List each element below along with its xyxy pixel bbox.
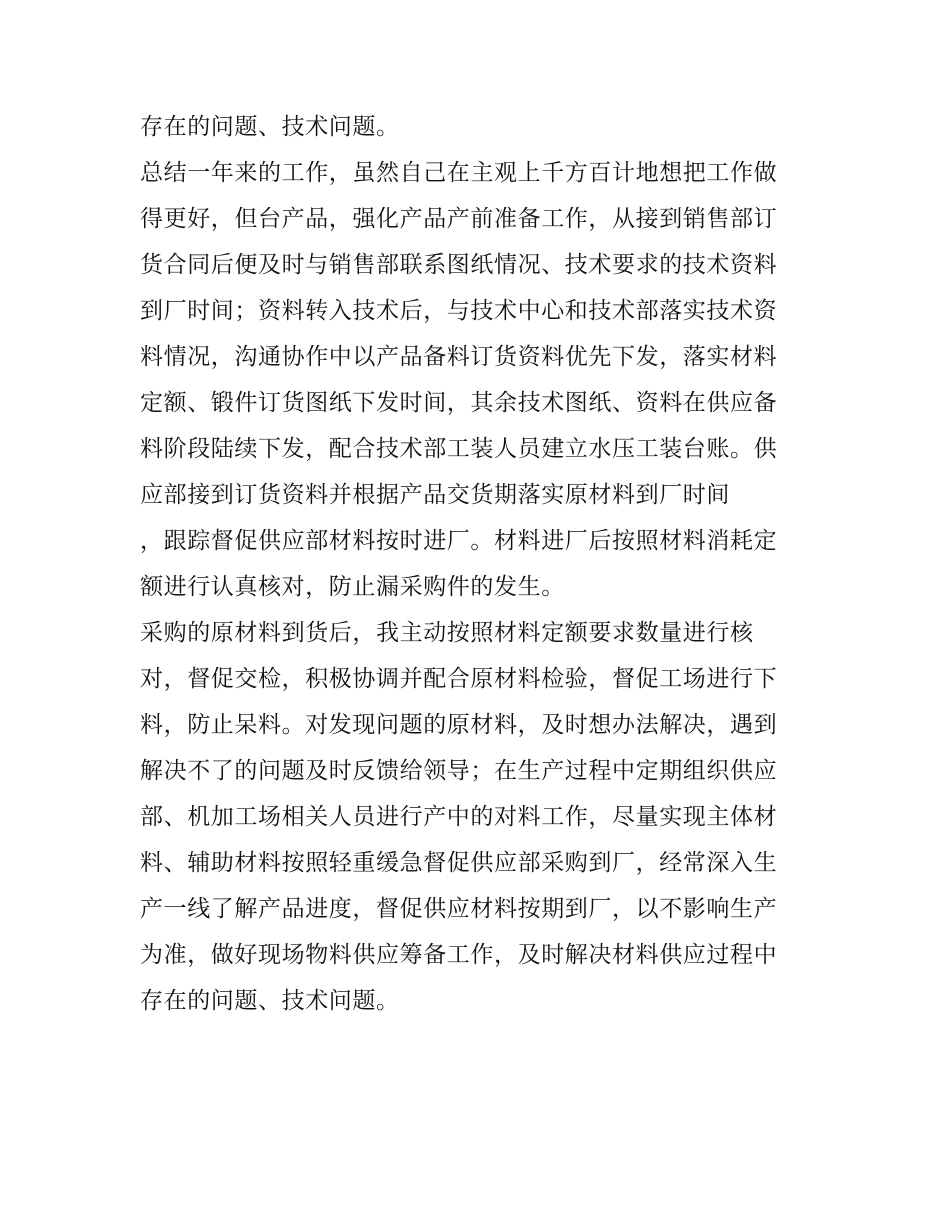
document-body — [140, 104, 812, 1024]
text-line: 应部接到订货资料并根据产品交货期落实原材料到厂时间 — [140, 482, 730, 508]
text-line: 总结一年来的工作，虽然自己在主观上千方百计地想把工作做 — [140, 160, 778, 186]
text-line: 额进行认真核对，防止漏采购件的发生。 — [140, 574, 565, 600]
text-line: 料阶段陆续下发，配合技术部工装人员建立水压工装台账。供 — [140, 436, 778, 462]
text-line: 产一线了解产品进度，督促供应材料按期到厂，以不影响生产 — [140, 896, 778, 922]
text-line: ，跟踪督促供应部材料按时进厂。材料进厂后按照材料消耗定 — [140, 528, 778, 554]
text-line: 得更好，但台产品，强化产品产前准备工作，从接到销售部订 — [140, 206, 778, 232]
text-line: 定额、锻件订货图纸下发时间，其余技术图纸、资料在供应备 — [140, 390, 778, 416]
text-line: 存在的问题、技术问题。 — [140, 988, 400, 1014]
text-line: 存在的问题、技术问题。 — [140, 114, 400, 140]
text-line: 对，督促交检，积极协调并配合原材料检验，督促工场进行下 — [140, 666, 778, 692]
text-line: 料，防止呆料。对发现问题的原材料，及时想办法解决，遇到 — [140, 712, 778, 738]
text-line: 部、机加工场相关人员进行产中的对料工作，尽量实现主体材 — [140, 804, 778, 830]
text-line: 为准，做好现场物料供应筹备工作，及时解决材料供应过程中 — [140, 942, 778, 968]
text-line: 料情况，沟通协作中以产品备料订货资料优先下发，落实材料 — [140, 344, 778, 370]
text-line: 到厂时间；资料转入技术后，与技术中心和技术部落实技术资 — [140, 298, 778, 324]
text-line: 采购的原材料到货后，我主动按照材料定额要求数量进行核 — [140, 620, 754, 646]
text-line: 料、辅助材料按照轻重缓急督促供应部采购到厂，经常深入生 — [140, 850, 778, 876]
text-line: 解决不了的问题及时反馈给领导；在生产过程中定期组织供应 — [140, 758, 778, 784]
text-line: 货合同后便及时与销售部联系图纸情况、技术要求的技术资料 — [140, 252, 778, 278]
